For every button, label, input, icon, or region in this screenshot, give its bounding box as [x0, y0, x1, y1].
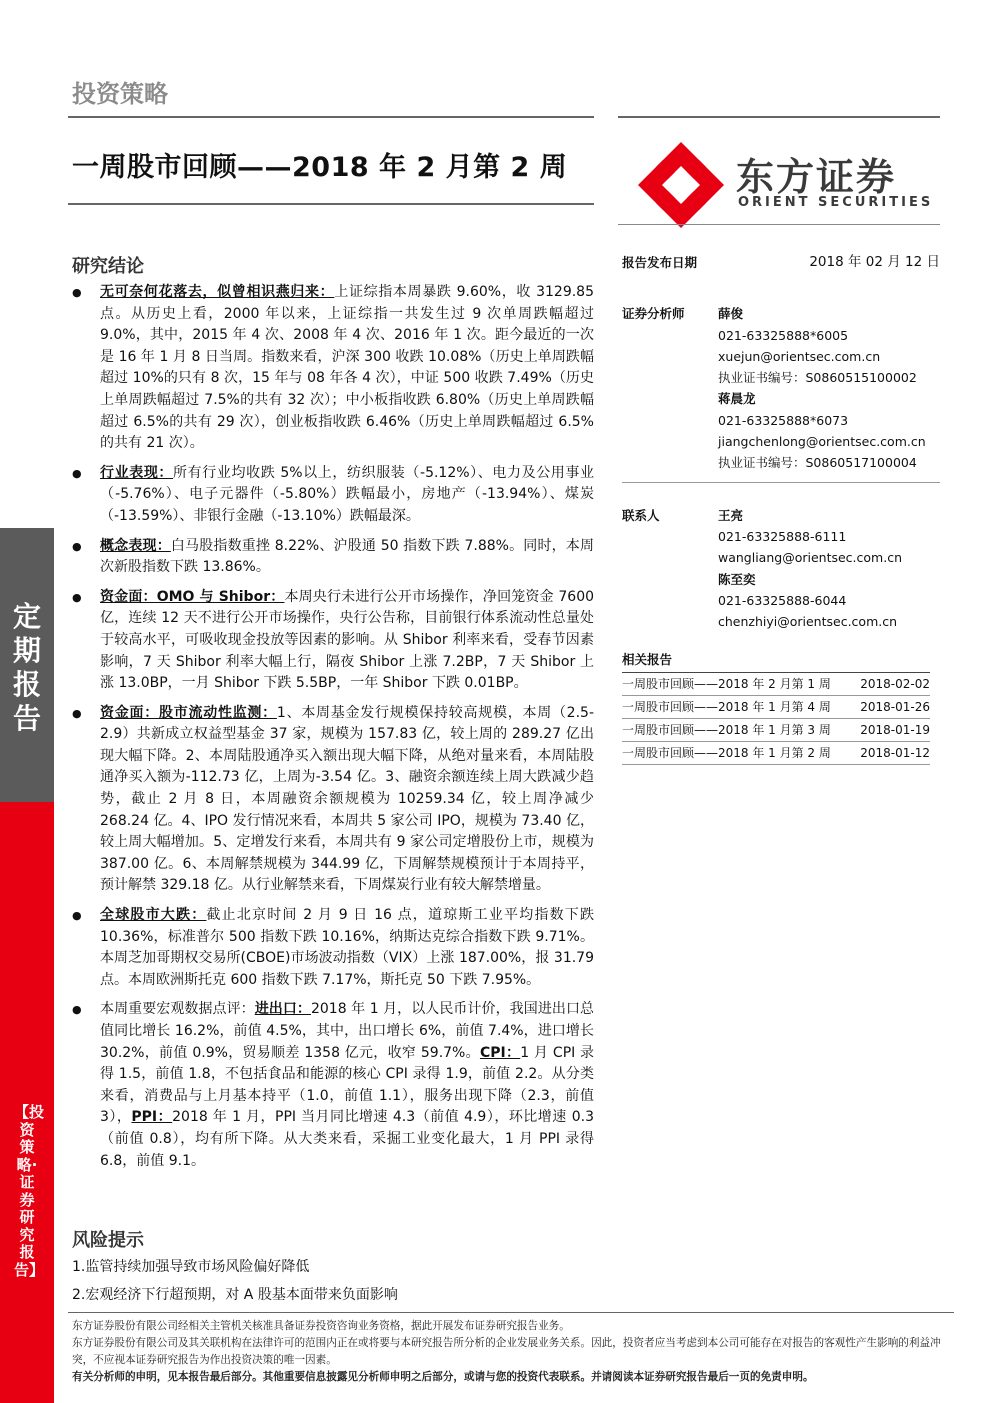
item-text: 2018 年 1 月，以人民币计价，我国进出口总值同比增长 16.2%，前值 4.5%，其中，出口增长 6%，前值 7.4%，进口增长 30.2%，前值 0.9%，贸易顺差 1358 亿元，收窄 59.7%。 [100, 1001, 595, 1061]
risk-item: 1.监管持续加强导致市场风险偏好降低 [72, 1259, 310, 1275]
item-text: 上证综指本周暴跌 9.60%，收 3129.85 点。从历史上看，2000 年以来，上证综指一共发生过 9 次单周跌幅超过 9.0%，其中，2015 年 4 次、2008 年 4 次、2016 年 1 次。距今最近的一次是 16 年 1 月 8 日当周。指数来看，沪深 300 收跌 10.08%（历史上单周跌幅超过 10%的只有 8 次，15 年与 08 年各 4 次），中证 500 收跌 7.49%（历史上单周跌幅超过 7.5%的共有 32 次）；中小板指收跌 6.80%（历史上单周跌幅超过 6.5%的共有 29 次），创业板指收跌 6.46%（历史上单周跌幅超过 6.5%的共有 21 次）。 [100, 284, 594, 452]
footer-line: 东方证券股份有限公司经相关主管机关核准具备证券投资咨询业务资格，据此开展发布证券研究报告业务。 [72, 1320, 570, 1332]
related-date: 2018-02-02 [860, 677, 930, 691]
list-item [72, 536, 594, 579]
analyst-name: 薛俊 [718, 306, 744, 322]
risk-heading: 风险提示 [72, 1230, 144, 1251]
item-text: 1、本周基金发行规模保持较高规模，本周（2.5-2.9）共新成立权益型基金 37 家，规模为 157.83 亿，较上周的 289.27 亿出现大幅下降。2、本周陆股通净买入额出现大幅下降，从绝对量来看，本周陆股通净买入额为-112.73 亿，上周为-3.54 亿。3、融资余额连续上周大跌减少趋势，截止 2 月 8 日，本周融资余额规模为 10259.34 亿，较上周净减少 268.24 亿。4、IPO 发行情况来看，本周共 5 家公司 IPO，规模为 73.40 亿，较上周大幅增加。5、定增发行来看，本周共有 9 家公司定增股份上市，规模为 387.00 亿。6、本周解禁规模为 344.99 亿，下周解禁规模预计于本周持平，预计解禁 329.18 亿。从行业解禁来看，下周煤炭行业有较大解禁增量。 [100, 704, 594, 894]
contact-label: 联系人 [622, 507, 660, 523]
list-item [72, 905, 594, 991]
related-title[interactable]: 一周股市回顾——2018 年 1 月第 4 周 [622, 700, 831, 714]
company-logo-icon [636, 140, 726, 230]
item-key: 资金面：OMO 与 Shibor： [100, 588, 285, 605]
analyst-email[interactable]: jiangchenlong@orientsec.com.cn [718, 434, 926, 450]
list-item [72, 282, 594, 455]
item-key: 资金面：股市流动性监测： [100, 704, 277, 721]
divider [622, 482, 940, 483]
item-key: 无可奈何花落去，似曾相识燕归来： [100, 284, 335, 300]
analyst-label: 证券分析师 [622, 306, 685, 322]
logo-name-cn: 东方证券 [736, 155, 897, 199]
list-item [72, 587, 594, 695]
sidebar-bottom-text: 【投资策略·证券研究报告】 [14, 1103, 45, 1279]
related-row[interactable] [622, 742, 930, 765]
conclusion-heading: 研究结论 [72, 256, 144, 277]
related-row[interactable] [622, 719, 930, 742]
contact-email[interactable]: chenzhiyi@orientsec.com.cn [718, 614, 898, 630]
analyst-cert: 执业证书编号：S0860517100004 [718, 455, 917, 471]
report-date-label: 报告发布日期 [622, 255, 698, 270]
related-reports [622, 650, 930, 765]
section-label: 投资策略 [72, 80, 168, 108]
related-title[interactable]: 一周股市回顾——2018 年 1 月第 3 周 [622, 723, 831, 737]
item-text: 1 月 CPI 录得 1.5，前值 1.8，不包括食品和能源的核心 CPI 录得 1.9，前值 2.2。从分类来看，消费品与上月基本持平（1.0，前值 1.1），服务出现下降（2.3，前值 3）， [100, 1044, 595, 1126]
item-pre: 本周重要宏观数据点评： [100, 1001, 255, 1018]
related-table [622, 673, 930, 765]
related-row[interactable] [622, 673, 930, 696]
list-item [72, 703, 594, 897]
item-text: 所有行业均收跌 5%以上，纺织服装（-5.12%）、电力及公用事业（-5.76%）、电子元器件（-5.80%）跌幅最小，房地产（-13.94%）、煤炭（-13.59%）、非银行金融（-13.10%）跌幅最深。 [100, 464, 595, 524]
item-key: 概念表现： [100, 537, 171, 554]
analyst-list [718, 303, 926, 473]
logo-name-en: ORIENT SECURITIES [738, 195, 934, 210]
contact-section [622, 505, 940, 633]
related-date: 2018-01-26 [860, 700, 930, 714]
contact-name: 王亮 [718, 507, 744, 523]
item-text: 2018 年 1 月，PPI 当月同比增速 4.3（前值 4.9），环比增速 0.3（前值 0.8），均有所下降。从大类来看，采掘工业变化最大，1 月 PPI 录得 6.8，前值 9.1。 [100, 1109, 595, 1169]
related-heading: 相关报告 [622, 652, 673, 667]
divider [618, 224, 940, 225]
analyst-name: 蒋晨龙 [718, 391, 756, 407]
analyst-phone: 021-63325888*6073 [718, 412, 849, 428]
related-title[interactable]: 一周股市回顾——2018 年 2 月第 1 周 [622, 677, 831, 691]
item-text: 截止北京时间 2 月 9 日 16 点，道琼斯工业平均指数下跌 10.36%，标准普尔 500 指数下跌 10.16%，纳斯达克综合指数下跌 9.71%。本周芝加哥期权交易所(CBOE)市场波动指数（VIX）上涨 187.00%，报 31.79 点。本周欧洲斯托克 600 指数下跌 7.17%，斯托克 50 下跌 7.95%。 [100, 907, 594, 988]
footer-disclaimer [72, 1318, 952, 1386]
analyst-section [622, 303, 940, 473]
sidebar-tag-text: 定期报告 [13, 600, 42, 735]
contact-name: 陈至奕 [718, 571, 756, 587]
list-item [72, 999, 594, 1172]
contact-email[interactable]: wangliang@orientsec.com.cn [718, 550, 902, 566]
report-info [622, 252, 940, 632]
related-date: 2018-01-19 [860, 723, 930, 737]
list-item [72, 463, 594, 528]
divider [68, 1312, 954, 1313]
item-key: PPI： [131, 1109, 173, 1126]
contact-phone: 021-63325888-6111 [718, 528, 847, 544]
item-key: 行业表现： [100, 464, 174, 481]
analyst-email[interactable]: xuejun@orientsec.com.cn [718, 348, 881, 364]
item-key: 全球股市大跌： [100, 907, 207, 924]
analyst-phone: 021-63325888*6005 [718, 327, 849, 343]
report-date-row [622, 252, 940, 273]
risk-item: 2.宏观经济下行超预期，对 A 股基本面带来负面影响 [72, 1287, 398, 1303]
divider [68, 116, 594, 118]
sidebar-tag [0, 600, 54, 736]
contact-list [718, 505, 902, 633]
item-key: 进出口： [254, 1001, 311, 1018]
analyst-cert: 执业证书编号：S0860515100002 [718, 370, 917, 386]
report-date: 2018 年 02 月 12 日 [809, 254, 940, 270]
related-title[interactable]: 一周股市回顾——2018 年 1 月第 2 周 [622, 746, 831, 760]
contact-phone: 021-63325888-6044 [718, 592, 847, 608]
divider [68, 203, 594, 205]
related-date: 2018-01-12 [860, 746, 930, 760]
item-text: 本周央行未进行公开市场操作，净回笼资金 7600 亿，连续 12 天不进行公开市场操作，央行公告称，目前银行体系流动性总量处于较高水平，可吸收现金投放等因素的影响。从 Shibor 利率来看，受春节因素影响，7 天 Shibor 利率大幅上行，隔夜 Shibor 上涨 7.2BP，7 天 Shibor 上涨 13.0BP，一月 Shibor 下跌 5.5BP，一年 Shibor 下跌 0.01BP。 [100, 588, 595, 692]
footer-line: 东方证券股份有限公司及其关联机构在法律许可的范围内正在或将要与本研究报告所分析的企业发展业务关系。因此，投资者应当考虑到本公司可能存在对报告的客观性产生影响的利益冲突，不应视本证券研究报告为作出投资决策的唯一因素。 [72, 1337, 941, 1366]
item-text: 白马股指数重挫 8.22%、沪股通 50 指数下跌 7.88%。同时，本周次新股指数下跌 13.86%。 [100, 537, 594, 576]
conclusion-list [72, 282, 594, 1180]
item-key: CPI： [479, 1044, 521, 1061]
report-title: 一周股市回顾——2018 年 2 月第 2 周 [72, 152, 568, 183]
footer-line: 有关分析师的申明，见本报告最后部分。其他重要信息披露见分析师申明之后部分，或请与您的投资代表联系。并请阅读本证券研究报告最后一页的免责申明。 [72, 1371, 814, 1383]
related-row[interactable] [622, 696, 930, 719]
divider [618, 116, 940, 118]
